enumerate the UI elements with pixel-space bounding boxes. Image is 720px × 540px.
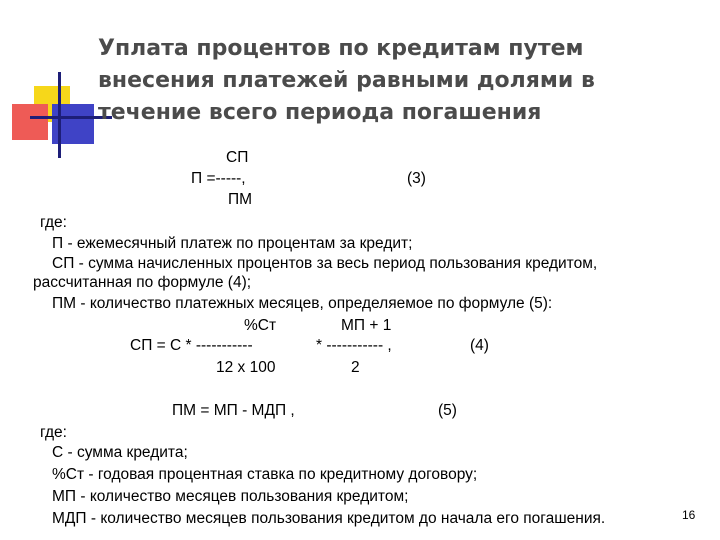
formula4-numerator-rate: %Ст — [244, 317, 277, 334]
title-line: течение всего периода погашения — [98, 100, 542, 125]
formula3-numerator: СП — [226, 149, 249, 166]
where-label: где: — [40, 424, 67, 441]
decorative-vertical-line — [58, 72, 61, 158]
formula4-denominator-rate: 12 х 100 — [216, 359, 276, 376]
definition-line: ПМ - количество платежных месяцев, определяемое по формуле (5): — [52, 295, 553, 312]
definition-line: МДП - количество месяцев пользования кредитом до начала его погашения. — [52, 510, 606, 527]
where-label: где: — [40, 214, 67, 231]
formula4-number: (4) — [470, 337, 489, 354]
definition-line: П - ежемесячный платеж по процентам за кредит; — [52, 235, 413, 252]
title-line: Уплата процентов по кредитам путем — [98, 36, 584, 61]
formula4-numerator-months: МП + 1 — [341, 317, 392, 334]
formula4-denominator-months: 2 — [351, 359, 360, 376]
formula3-denominator: ПМ — [228, 191, 253, 208]
definition-line: %Ст - годовая процентная ставка по кредитному договору; — [52, 466, 478, 483]
definition-line: рассчитанная по формуле (4); — [33, 274, 252, 291]
formula4-lhs: СП = С * ----------- — [130, 337, 253, 354]
formula3-number: (3) — [407, 170, 426, 187]
definition-line: С - сумма кредита; — [52, 444, 188, 461]
page-number: 16 — [682, 508, 696, 522]
title-line: внесения платежей равными долями в — [98, 68, 595, 93]
formula5-expression: ПМ = МП - МДП , — [172, 402, 295, 419]
slide-title — [98, 33, 708, 129]
formula4-middle: * ----------- , — [316, 337, 392, 354]
formula3-lhs: П =-----, — [191, 170, 246, 187]
decorative-red-square — [12, 104, 48, 140]
definition-line: СП - сумма начисленных процентов за весь период пользования кредитом, — [52, 255, 598, 272]
definition-line: МП - количество месяцев пользования кредитом; — [52, 488, 409, 505]
formula5-number: (5) — [438, 402, 457, 419]
